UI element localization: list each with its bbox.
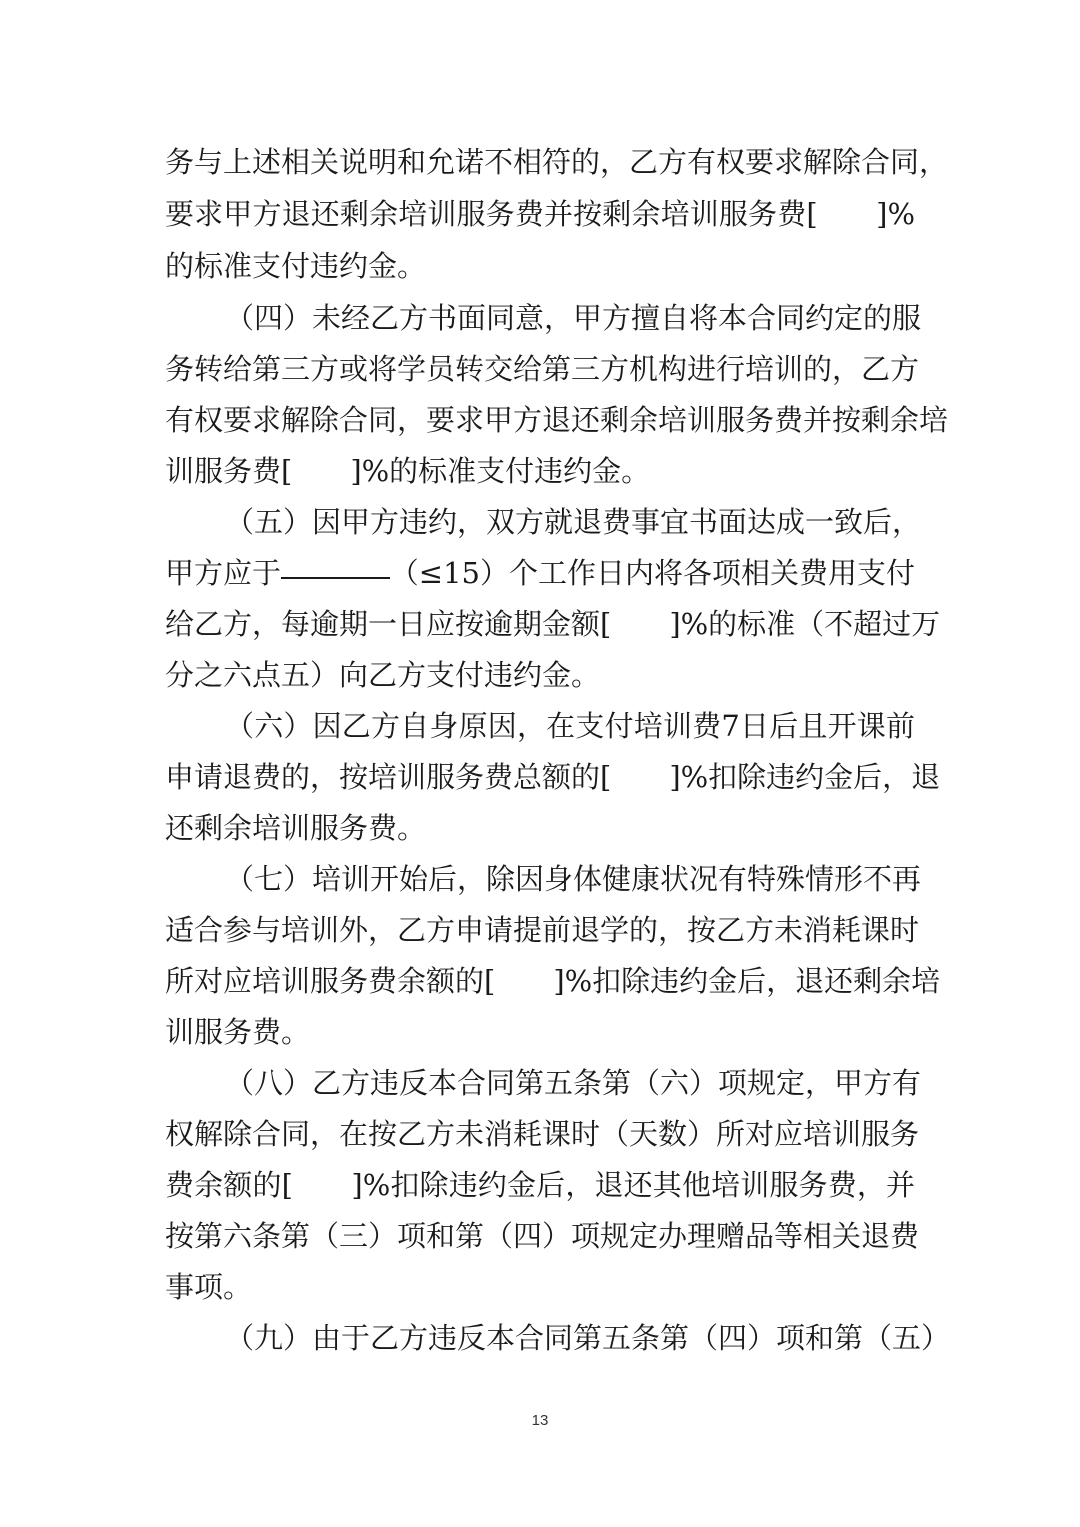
clause-nine-line: （九）由于乙方违反本合同第五条第（四）项和第（五） — [225, 1321, 951, 1355]
text-line: 申请退费的，按培训服务费总额的[ ]%扣除违约金后，退 — [165, 760, 941, 794]
text-line: 训服务费[ ]%的标准支付违约金。 — [165, 454, 651, 488]
text-line: 所对应培训服务费余额的[ ]%扣除违约金后，退还剩余培 — [165, 964, 941, 998]
text-line: 给乙方，每逾期一日应按逾期金额[ ]%的标准（不超过万 — [165, 607, 941, 641]
text-line-with-blank — [165, 547, 915, 599]
text-line: 有权要求解除合同，要求甲方退还剩余培训服务费并按剩余培 — [165, 403, 949, 437]
text-line: 训服务费。 — [165, 1015, 311, 1049]
fill-in-blank — [281, 547, 390, 579]
clause-six-line: （六）因乙方自身原因，在支付培训费7日后且开课前 — [225, 709, 915, 743]
text-line: 费余额的[ ]%扣除违约金后，退还其他培训服务费，并 — [165, 1168, 915, 1202]
text-line: 务与上述相关说明和允诺不相符的，乙方有权要求解除合同， — [165, 145, 949, 179]
text-segment: （≤15）个工作日内将各项相关费用支付 — [389, 556, 915, 590]
clause-seven-line: （七）培训开始后，除因身体健康状况有特殊情形不再 — [225, 862, 922, 896]
text-line: 的标准支付违约金。 — [165, 249, 427, 283]
clause-five-line: （五）因甲方违约，双方就退费事宜书面达成一致后， — [225, 505, 922, 539]
text-line: 事项。 — [165, 1270, 253, 1304]
text-line: 分之六点五）向乙方支付违约金。 — [165, 658, 601, 692]
text-line: 要求甲方退还剩余培训服务费并按剩余培训服务费[ ]% — [165, 197, 915, 231]
text-line: 务转给第三方或将学员转交给第三方机构进行培训的，乙方 — [165, 352, 920, 386]
text-segment: 甲方应于 — [165, 556, 282, 590]
text-line: 还剩余培训服务费。 — [165, 811, 427, 845]
clause-eight-line: （八）乙方违反本合同第五条第（六）项规定，甲方有 — [225, 1066, 922, 1100]
page-number: 13 — [531, 1412, 549, 1429]
clause-four-line: （四）未经乙方书面同意，甲方擅自将本合同约定的服 — [225, 301, 922, 335]
text-line: 适合参与培训外，乙方申请提前退学的，按乙方未消耗课时 — [165, 913, 920, 947]
text-line: 按第六条第（三）项和第（四）项规定办理赠品等相关退费 — [165, 1219, 920, 1253]
text-line: 权解除合同，在按乙方未消耗课时（天数）所对应培训服务 — [165, 1117, 920, 1151]
